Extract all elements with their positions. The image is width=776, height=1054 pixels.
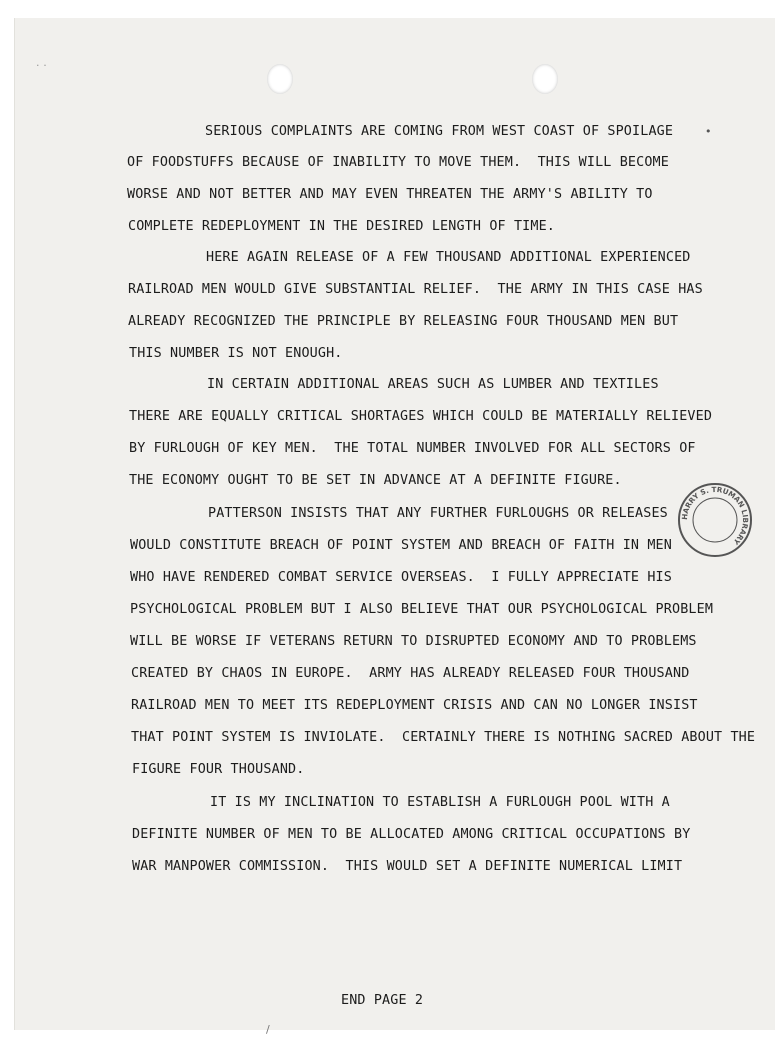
text-line: THIS NUMBER IS NOT ENOUGH.	[129, 346, 343, 361]
text-line: ALREADY RECOGNIZED THE PRINCIPLE BY RELEASING FOUR THOUSAND MEN BUT	[128, 314, 679, 329]
stamp-outer-ring	[679, 484, 751, 556]
text-line: OF FOODSTUFFS BECAUSE OF INABILITY TO MOVE THEM. THIS WILL BECOME	[127, 155, 669, 170]
text-line: COMPLETE REDEPLOYMENT IN THE DESIRED LENGTH OF TIME.	[128, 219, 556, 234]
text-line: SERIOUS COMPLAINTS ARE COMING FROM WEST COAST OF SPOILAGE	[205, 124, 674, 139]
text-line: CREATED BY CHAOS IN EUROPE. ARMY HAS ALREADY RELEASED FOUR THOUSAND	[131, 666, 690, 681]
text-line: THE ECONOMY OUGHT TO BE SET IN ADVANCE AT A DEFINITE FIGURE.	[129, 473, 622, 488]
text-line: IN CERTAIN ADDITIONAL AREAS SUCH AS LUMBER AND TEXTILES	[207, 377, 659, 392]
text-line: RAILROAD MEN WOULD GIVE SUBSTANTIAL RELIEF. THE ARMY IN THIS CASE HAS	[128, 282, 703, 297]
text-line: BY FURLOUGH OF KEY MEN. THE TOTAL NUMBER INVOLVED FOR ALL SECTORS OF	[129, 441, 696, 456]
text-line: WOULD CONSTITUTE BREACH OF POINT SYSTEM AND BREACH OF FAITH IN MEN	[130, 538, 672, 553]
text-line: RAILROAD MEN TO MEET ITS REDEPLOYMENT CRISIS AND CAN NO LONGER INSIST	[131, 698, 698, 713]
ink-speck: •	[705, 125, 712, 138]
text-line: THAT POINT SYSTEM IS INVIOLATE. CERTAINLY THERE IS NOTHING SACRED ABOUT THE	[131, 730, 756, 745]
text-line: FIGURE FOUR THOUSAND.	[132, 762, 305, 777]
stamp-inner-ring	[693, 498, 737, 542]
text-line: IT IS MY INCLINATION TO ESTABLISH A FURLOUGH POOL WITH A	[210, 795, 670, 810]
ink-speck: · ·	[36, 59, 47, 72]
text-line: WILL BE WORSE IF VETERANS RETURN TO DISRUPTED ECONOMY AND TO PROBLEMS	[130, 634, 697, 649]
text-line: WORSE AND NOT BETTER AND MAY EVEN THREATEN THE ARMY'S ABILITY TO	[127, 187, 653, 202]
stamp-text: HARRY S. TRUMAN LIBRARY	[679, 484, 751, 547]
text-line: THERE ARE EQUALLY CRITICAL SHORTAGES WHICH COULD BE MATERIALLY RELIEVED	[129, 409, 713, 424]
text-line: WHO HAVE RENDERED COMBAT SERVICE OVERSEAS. I FULLY APPRECIATE HIS	[130, 570, 672, 585]
text-line: PSYCHOLOGICAL PROBLEM BUT I ALSO BELIEVE THAT OUR PSYCHOLOGICAL PROBLEM	[130, 602, 714, 617]
text-line: PATTERSON INSISTS THAT ANY FURTHER FURLOUGHS OR RELEASES	[208, 506, 668, 521]
page-footer: END PAGE 2	[341, 993, 424, 1008]
archive-stamp	[676, 481, 754, 559]
text-line: HERE AGAIN RELEASE OF A FEW THOUSAND ADDITIONAL EXPERIENCED	[206, 250, 691, 265]
text-line: DEFINITE NUMBER OF MEN TO BE ALLOCATED AMONG CRITICAL OCCUPATIONS BY	[132, 827, 691, 842]
text-line: WAR MANPOWER COMMISSION. THIS WOULD SET A DEFINITE NUMERICAL LIMIT	[132, 859, 683, 874]
ink-speck: /	[266, 1023, 270, 1036]
